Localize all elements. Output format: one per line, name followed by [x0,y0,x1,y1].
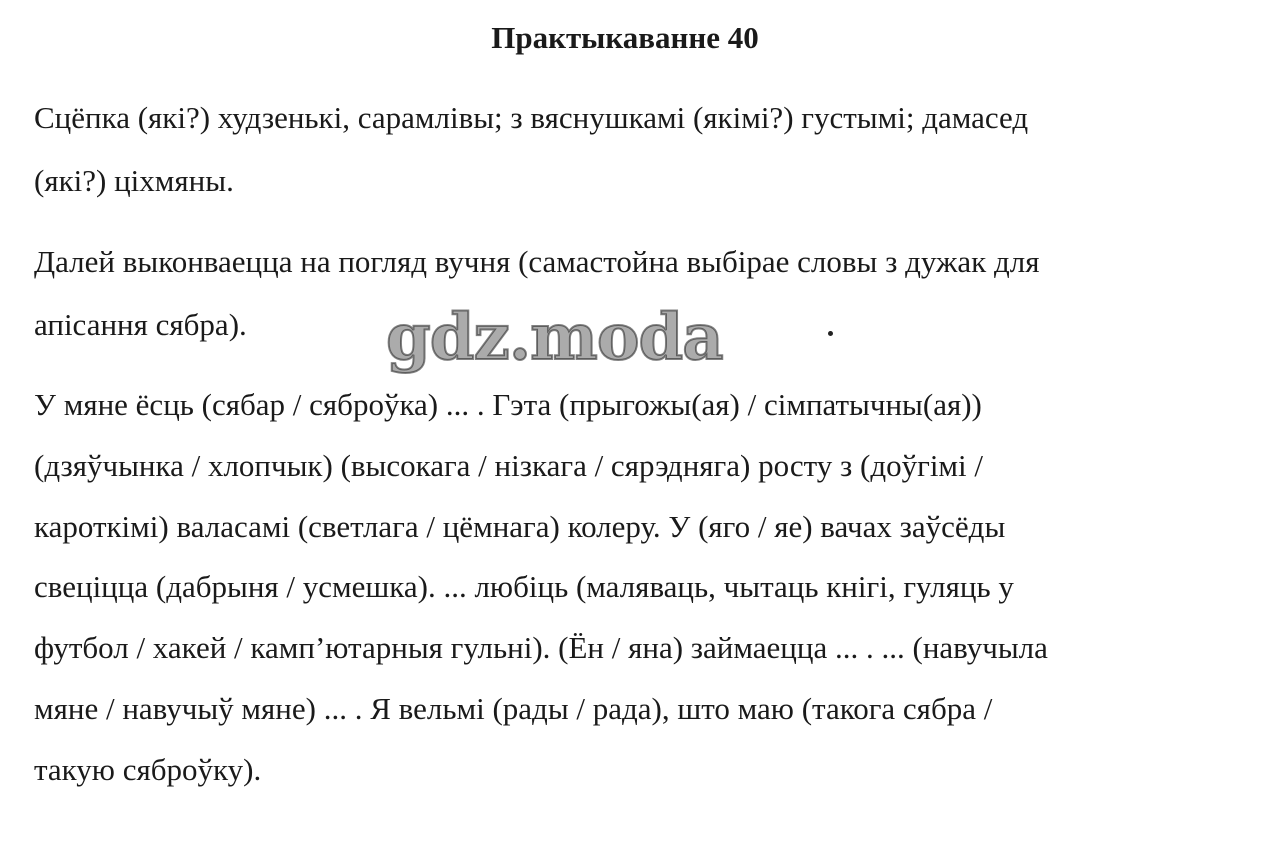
paragraph-3-line-2: (дзяўчынка / хлопчык) (высокага / нізкага / сярэдняга) росту з (доўгімі / [34,448,984,483]
paragraph-1-line-1: Сцёпка (які?) худзенькі, сарамлівы; з вяснушкамі (якімі?) густымі; дамасед [34,100,1029,135]
paragraph-3-line-7: такую сяброўку). [34,752,262,787]
paragraph-2-line-1: Далей выконваецца на погляд вучня (самастойна выбірае словы з дужак для [34,244,1040,279]
paragraph-2-line-2: апісання сябра). [34,307,247,342]
paragraph-1-line-2: (які?) ціхмяны. [34,163,234,198]
paragraph-3-line-6: мяне / навучыў мяне) ... . Я вельмі (рады / рада), што маю (такога сябра / [34,691,993,726]
watermark-logo: gdz.moda [386,300,723,375]
paragraph-3-line-3: кароткімі) валасамі (светлага / цёмнага) колеру. У (яго / яе) вачах заўсёды [34,509,1006,544]
paragraph-3-line-1: У мяне ёсць (сябар / сяброўка) ... . Гэта (прыгожы(ая) / сімпатычны(ая)) [34,387,982,422]
exercise-title: Практыкаванне 40 [491,20,759,55]
paragraph-3-line-4: свеціцца (дабрыня / усмешка). ... любіць (маляваць, чытаць кнігі, гуляць у [34,569,1014,604]
paragraph-3-line-5: футбол / хакей / камп’ютарныя гульні). (Ён / яна) займаецца ... . ... (навучыла [34,630,1048,665]
ink-dot [828,331,833,336]
